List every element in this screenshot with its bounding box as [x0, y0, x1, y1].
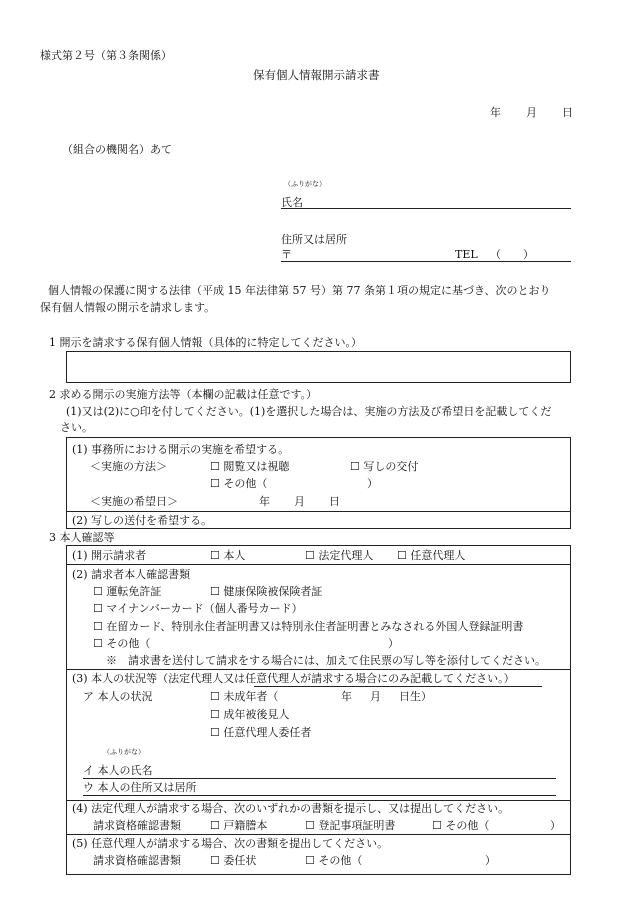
tel-paren: （ ） — [490, 248, 534, 261]
doc-other-close: ） — [388, 637, 399, 650]
doc-mynumber-checkbox[interactable]: ☐ マイナンバーカード（個人番号カード） — [93, 602, 303, 615]
date-day: 日 — [562, 106, 573, 119]
legal-doc-other-checkbox[interactable]: ☐ その他（ — [432, 819, 490, 832]
method-copy-checkbox[interactable]: ☐ 写しの交付 — [350, 460, 419, 473]
id-docs-heading: (2) 請求者本人確認書類 — [72, 568, 191, 581]
section3-divider-1 — [66, 564, 571, 565]
intro-line-1: 個人情報の保護に関する法律（平成 15 年法律第 57 号）第 77 条第１項の規定に基づき、次のとおり — [48, 284, 551, 297]
applicant-furigana: （ふりがな） — [284, 180, 326, 188]
tel-label: TEL — [455, 248, 478, 261]
section3-heading: 3 本人確認等 — [49, 531, 115, 544]
method-label: ＜実施の方法＞ — [90, 460, 167, 473]
requester-voluntary-checkbox[interactable]: ☐ 任意代理人 — [397, 549, 466, 562]
desired-date-year: 年 — [259, 495, 270, 508]
applicant-name-label: 氏名 — [281, 196, 303, 209]
status-adult-guardian-checkbox[interactable]: ☐ 成年被後見人 — [210, 708, 290, 721]
form-title: 保有個人情報開示請求書 — [253, 68, 380, 82]
doc-license-checkbox[interactable]: ☐ 運転免許証 — [93, 585, 162, 598]
legal-doc-other-close: ） — [550, 819, 561, 832]
applicant-address-line[interactable] — [281, 261, 571, 262]
form-number: 様式第２号（第３条関係） — [40, 49, 172, 62]
legal-doc-registry-checkbox[interactable]: ☐ 登記事項証明書 — [305, 819, 396, 832]
status-delegator-checkbox[interactable]: ☐ 任意代理人委任者 — [210, 726, 312, 739]
vol-doc-other-close: ） — [485, 854, 496, 867]
vol-doc-proxy-checkbox[interactable]: ☐ 委任状 — [210, 854, 257, 867]
section2-instruction-2: さい。 — [60, 421, 93, 434]
doc-residence-checkbox[interactable]: ☐ 在留カード、特別永住者証明書又は特別永住者証明書とみなされる外国人登録証明書 — [93, 620, 524, 633]
legal-doc-family-checkbox[interactable]: ☐ 戸籍謄本 — [210, 819, 268, 832]
postal-mark: 〒 — [281, 248, 292, 261]
section2-item1[interactable]: (1) 事務所における開示の実施を希望する。 — [72, 443, 290, 456]
applicant-address-label: 住所又は居所 — [281, 233, 347, 246]
status-minor-month: 月 — [370, 690, 381, 703]
desired-date-label: ＜実施の希望日＞ — [90, 495, 178, 508]
method-other-checkbox[interactable]: ☐ その他（ — [210, 477, 268, 490]
date-month: 月 — [526, 106, 537, 119]
section1-heading: 1 開示を請求する保有個人情報（具体的に特定してください。） — [49, 336, 362, 349]
section2-instruction-1: (1)又は(2)に○印を付してください。(1)を選択した場合は、実施の方法及び希望日を記載してくだ — [66, 405, 552, 418]
status-i-label: イ 本人の氏名 — [83, 764, 153, 777]
status-heading-underline — [254, 686, 542, 687]
voluntary-docs-label: 請求資格確認書類 — [93, 854, 181, 867]
doc-other-checkbox[interactable]: ☐ その他（ — [93, 637, 151, 650]
status-minor-year: 年 — [341, 690, 352, 703]
desired-date-month: 月 — [294, 495, 305, 508]
status-a-label: ア 本人の状況 — [83, 690, 153, 703]
voluntary-rep-heading: (5) 任意代理人が請求する場合、次の書類を提出してください。 — [72, 837, 389, 850]
addressee: （組合の機関名）あて — [62, 143, 172, 156]
status-minor-checkbox[interactable]: ☐ 未成年者（ — [210, 690, 279, 703]
applicant-name-line[interactable] — [281, 208, 571, 209]
doc-insurance-checkbox[interactable]: ☐ 健康保険被保険者証 — [210, 585, 323, 598]
requester-label: (1) 開示請求者 — [72, 549, 147, 562]
section3-divider-3 — [66, 800, 571, 801]
intro-line-2: 保有個人情報の開示を請求します。 — [40, 301, 216, 314]
date-year: 年 — [490, 106, 501, 119]
legal-rep-heading: (4) 法定代理人が請求する場合、次のいずれかの書類を提示し、又は提出してください。 — [72, 802, 510, 815]
status-u-label: ウ 本人の住所又は居所 — [83, 781, 197, 794]
section2-divider — [66, 511, 571, 512]
section1-input-box[interactable] — [66, 351, 571, 383]
person-name-line[interactable] — [83, 778, 556, 779]
requester-legal-checkbox[interactable]: ☐ 法定代理人 — [305, 549, 374, 562]
section2-item2[interactable]: (2) 写しの送付を希望する。 — [72, 514, 213, 527]
vol-doc-other-checkbox[interactable]: ☐ その他（ — [305, 854, 363, 867]
status-heading: (3) 本人の状況等（法定代理人又は任意代理人が請求する場合にのみ記載してください。） — [72, 672, 515, 685]
legal-docs-label: 請求資格確認書類 — [93, 819, 181, 832]
status-minor-day: 日生） — [399, 690, 432, 703]
section3-divider-2 — [66, 669, 571, 670]
desired-date-day: 日 — [329, 495, 340, 508]
section2-heading: 2 求める開示の実施方法等（本欄の記載は任意です。） — [49, 388, 318, 401]
section3-divider-4 — [66, 834, 571, 835]
method-other-close: ） — [367, 477, 378, 490]
person-address-line[interactable] — [83, 795, 556, 796]
requester-self-checkbox[interactable]: ☐ 本人 — [210, 549, 246, 562]
status-furigana: （ふりがな） — [103, 748, 145, 756]
doc-note: ※ 請求書を送付して請求をする場合には、加えて住民票の写し等を添付してください。 — [106, 654, 546, 667]
method-view-checkbox[interactable]: ☐ 閲覧又は視聴 — [210, 460, 290, 473]
